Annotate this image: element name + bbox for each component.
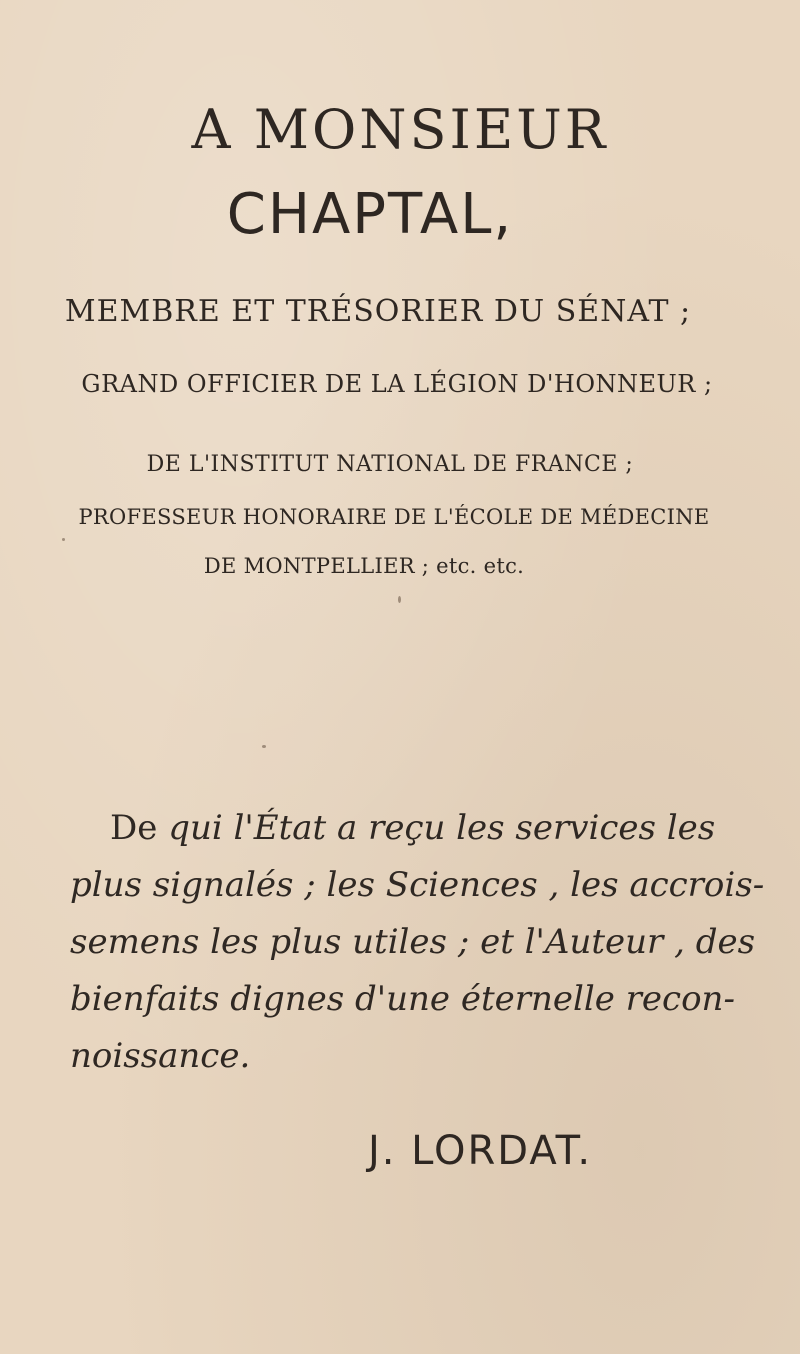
dedicatee-name: CHAPTAL, [226,182,514,247]
dedication-salutation: A MONSIEUR [191,98,609,161]
dedication-line-3: semens les plus utiles ; et l'Auteur , des [70,922,756,962]
title-line-3: DE L'INSTITUT NATIONAL DE FRANCE ; [146,452,634,477]
dedication-text [70,800,765,1085]
title-line-1: MEMBRE ET TRÉSORIER DU SÉNAT ; [64,294,692,329]
title-line-2: GRAND OFFICIER DE LA LÉGION D'HONNEUR ; [81,370,713,398]
paper-speck [262,745,266,748]
author-signature: J. LORDAT. [367,1128,593,1174]
paper-speck [62,538,65,541]
title-line-5: DE MONTPELLIER ; etc. etc. [203,554,525,578]
dedication-line-2: plus signalés ; les Sciences , les accrois- [70,865,765,905]
dedication-line-5: noissance. [70,1036,251,1076]
paper-speck [398,596,401,603]
dedication-line-1-text: qui l'État a reçu les services les [157,808,716,848]
dedication-dropcap: De [110,808,158,848]
dedication-line-4: bienfaits dignes d'une éternelle recon- [70,979,735,1019]
dedication-line-1 [70,800,716,857]
title-line-4: PROFESSEUR HONORAIRE DE L'ÉCOLE DE MÉDECINE [78,505,710,529]
